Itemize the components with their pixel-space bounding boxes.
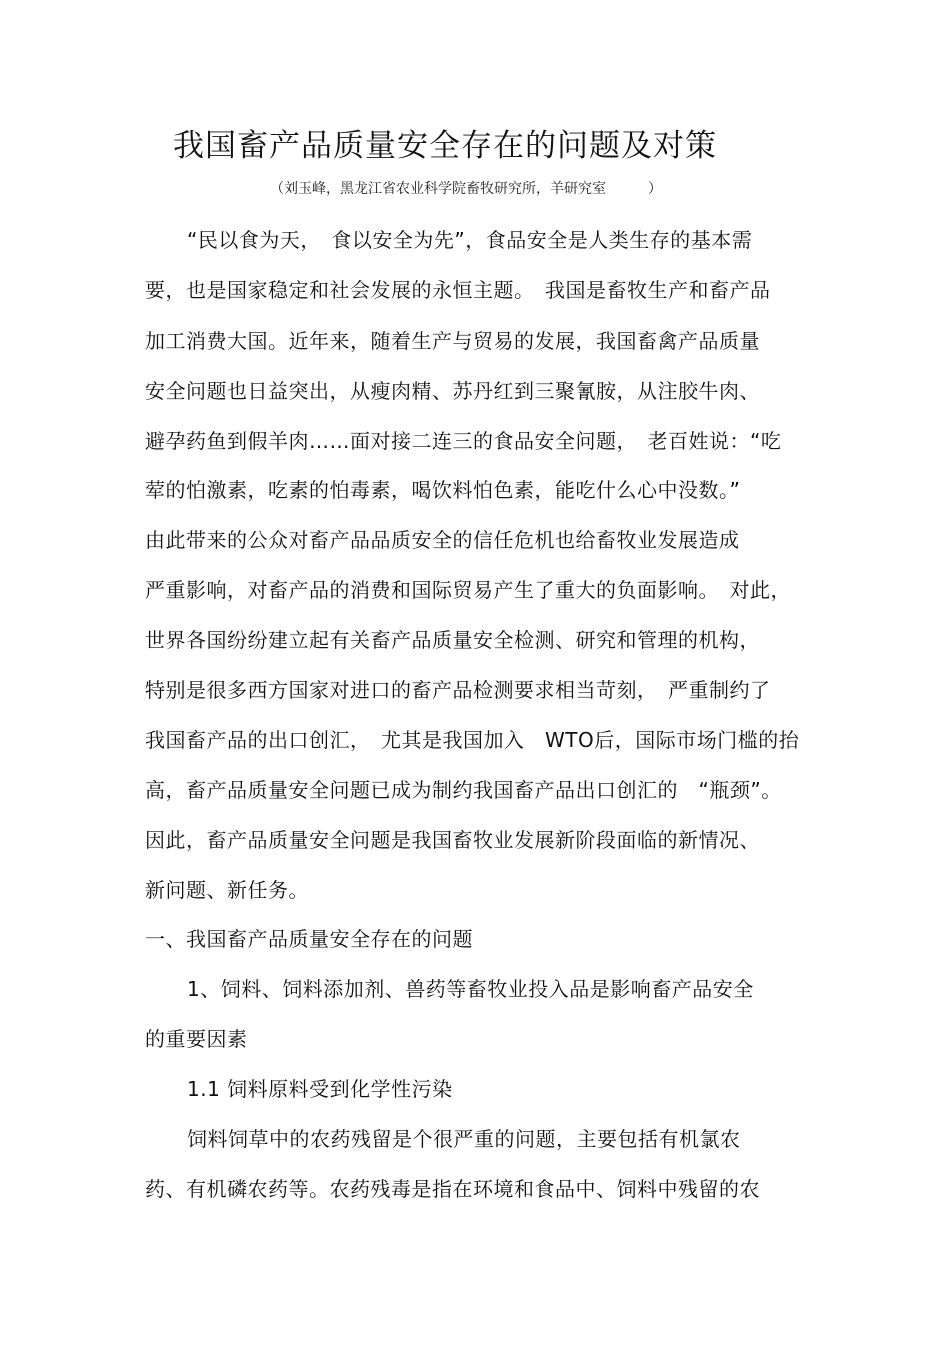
author-affiliation: （刘玉峰，黑龙江省农业科学院畜牧研究所，羊研究室 ） — [270, 181, 662, 197]
subsection-heading-continued: 的重要因素 — [145, 1027, 248, 1051]
subsection-heading: 1、饲料、饲料添加剂、兽药等畜牧业投入品是影响畜产品安全 — [187, 977, 754, 1001]
paragraph-line: 避孕药鱼到假羊肉……面对接二连三的食品安全问题， 老百姓说：“吃 — [145, 429, 782, 453]
paragraph-line: 饲料饲草中的农药残留是个很严重的问题，主要包括有机氯农 — [187, 1127, 741, 1151]
paragraph-line: 药、有机磷农药等。农药残毒是指在环境和食品中、饲料中残留的农 — [145, 1177, 760, 1201]
subsubsection-heading: 1.1 饲料原料受到化学性污染 — [187, 1077, 453, 1101]
paragraph-line: 我国畜产品的出口创汇， 尤其是我国加入 WTO后，国际市场门槛的抬 — [145, 728, 800, 752]
paragraph-line: 高，畜产品质量安全问题已成为制约我国畜产品出口创汇的 “瓶颈”。 — [145, 778, 782, 802]
paragraph-line: 特别是很多西方国家对进口的畜产品检测要求相当苛刻， 严重制约了 — [145, 678, 771, 702]
paragraph-line: 新问题、新任务。 — [145, 878, 309, 902]
paragraph-line: 要，也是国家稳定和社会发展的永恒主题。 我国是畜牧生产和畜产品 — [145, 278, 771, 302]
paragraph-line: 安全问题也日益突出，从瘦肉精、苏丹红到三聚氰胺，从注胶牛肉、 — [145, 379, 760, 403]
paragraph-line: 因此，畜产品质量安全问题是我国畜牧业发展新阶段面临的新情况、 — [145, 828, 760, 852]
paragraph-line: 由此带来的公众对畜产品品质安全的信任危机也给畜牧业发展造成 — [145, 528, 740, 552]
paragraph-line: “民以食为天， 食以安全为先”，食品安全是人类生存的基本需 — [187, 228, 753, 252]
section-heading: 一、我国畜产品质量安全存在的问题 — [145, 927, 473, 951]
paragraph-line: 严重影响，对畜产品的消费和国际贸易产生了重大的负面影响。 对此， — [145, 578, 791, 602]
paragraph-line: 加工消费大国。近年来，随着生产与贸易的发展，我国畜禽产品质量 — [145, 329, 760, 353]
paragraph-line: 世界各国纷纷建立起有关畜产品质量安全检测、研究和管理的机构， — [145, 628, 760, 652]
paragraph-line: 荤的怕激素，吃素的怕毒素，喝饮料怕色素，能吃什么心中没数。” — [145, 478, 741, 502]
document-title: 我国畜产品质量安全存在的问题及对策 — [173, 128, 717, 164]
